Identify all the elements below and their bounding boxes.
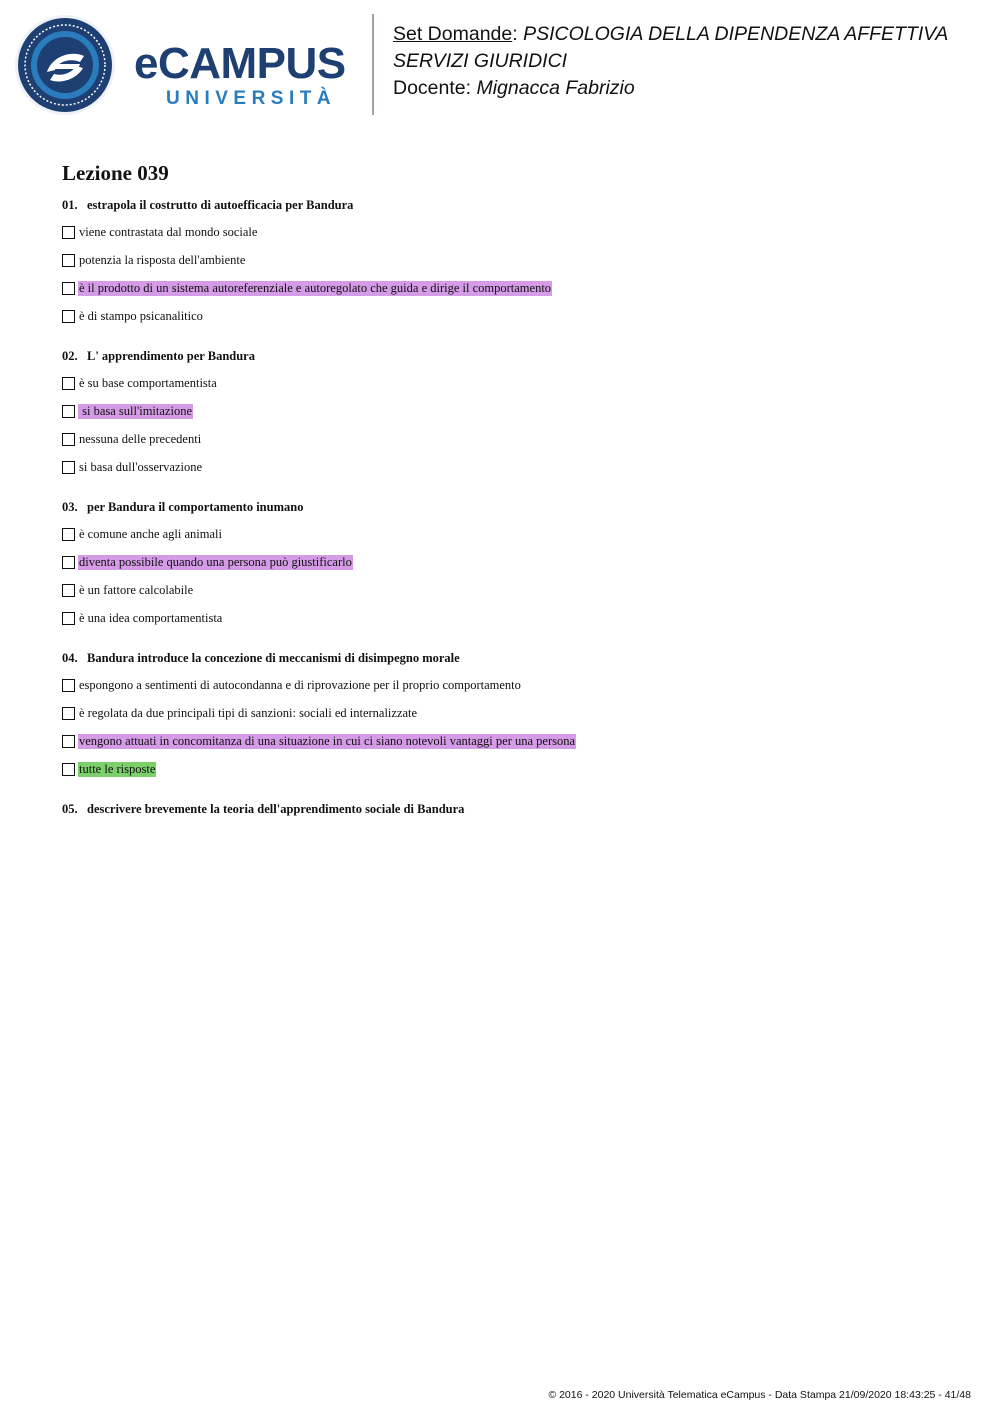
answer-checkbox[interactable] [62, 461, 75, 474]
set-line-2 [393, 48, 948, 75]
answer-checkbox[interactable] [62, 405, 75, 418]
question-number: 05. [62, 802, 78, 816]
answer-checkbox[interactable] [62, 377, 75, 390]
question-04 [62, 651, 460, 666]
answer-text: è regolata da due principali tipi di sanzioni: sociali ed internalizzate [79, 705, 418, 720]
question-text: per Bandura il comportamento inumano [87, 500, 304, 514]
brand-subtitle: UNIVERSITÀ [166, 88, 337, 109]
university-seal-icon [14, 14, 116, 116]
answer-checkbox[interactable] [62, 226, 75, 239]
answer-text: è su base comportamentista [79, 375, 217, 390]
answer-checkbox[interactable] [62, 612, 75, 625]
page-footer: © 2016 - 2020 Università Telematica eCampus - Data Stampa 21/09/2020 18:43:25 - 41/48 [548, 1389, 971, 1401]
answer-option[interactable] [62, 677, 522, 693]
docente-label: Docente: [393, 77, 472, 99]
question-text: Bandura introduce la concezione di meccanismi di disimpegno morale [87, 651, 460, 665]
question-number: 01. [62, 198, 78, 212]
set-title-line2: SERVIZI GIURIDICI [393, 50, 568, 72]
question-02 [62, 349, 255, 364]
answer-option[interactable] [62, 403, 193, 419]
question-05 [62, 802, 464, 817]
answer-text-correct: tutte le risposte [79, 761, 156, 776]
answer-option[interactable] [62, 554, 353, 570]
answer-option[interactable] [62, 733, 576, 749]
question-text: estrapola il costrutto di autoefficacia per Bandura [87, 198, 354, 212]
question-number: 04. [62, 651, 78, 665]
answer-checkbox[interactable] [62, 735, 75, 748]
answer-text: è comune anche agli animali [79, 526, 222, 541]
docente-line [393, 75, 948, 102]
answer-text-highlighted: vengono attuati in concomitanza di una situazione in cui ci siano notevoli vantaggi per una persona [79, 733, 576, 748]
answer-checkbox[interactable] [62, 679, 75, 692]
answer-checkbox[interactable] [62, 433, 75, 446]
answer-checkbox[interactable] [62, 282, 75, 295]
answer-checkbox[interactable] [62, 707, 75, 720]
set-title-line1: PSICOLOGIA DELLA DIPENDENZA AFFETTIVA [523, 23, 949, 45]
answer-option[interactable] [62, 459, 203, 475]
answer-checkbox[interactable] [62, 556, 75, 569]
header-divider [372, 14, 374, 115]
brand-wordmark [134, 39, 346, 110]
ecampus-logo [14, 14, 359, 118]
question-number: 02. [62, 349, 78, 363]
answer-text: espongono a sentimenti di autocondanna e di riprovazione per il proprio comportamento [79, 677, 521, 692]
answer-option[interactable] [62, 280, 552, 296]
answer-checkbox[interactable] [62, 254, 75, 267]
answer-text: si basa dull'osservazione [79, 459, 203, 474]
answer-text: è di stampo psicanalitico [79, 308, 203, 323]
answer-checkbox[interactable] [62, 528, 75, 541]
question-text: L' apprendimento per Bandura [87, 349, 255, 363]
answer-checkbox[interactable] [62, 584, 75, 597]
answer-option[interactable] [62, 582, 194, 598]
answer-text: potenzia la risposta dell'ambiente [79, 252, 246, 267]
answer-text-highlighted: è il prodotto di un sistema autoreferenziale e autoregolato che guida e dirige il comportamento [79, 280, 552, 295]
answer-option[interactable] [62, 308, 204, 324]
answer-option[interactable] [62, 252, 246, 268]
brand-name: eCAMPUS [134, 39, 346, 88]
answer-checkbox[interactable] [62, 310, 75, 323]
question-number: 03. [62, 500, 78, 514]
answer-option[interactable] [62, 375, 218, 391]
answer-option[interactable] [62, 431, 202, 447]
answer-text-highlighted: si basa sull'imitazione [79, 403, 192, 418]
answer-checkbox[interactable] [62, 763, 75, 776]
set-line: Set Domande: PSICOLOGIA DELLA DIPENDENZA AFFETTIVA [393, 23, 949, 45]
question-01 [62, 198, 353, 213]
answer-option[interactable] [62, 761, 156, 777]
question-text: descrivere brevemente la teoria dell'apprendimento sociale di Bandura [87, 802, 465, 816]
answer-text: è un fattore calcolabile [79, 582, 194, 597]
question-03 [62, 500, 303, 515]
answer-text: viene contrastata dal mondo sociale [79, 224, 258, 239]
lesson-title: Lezione 039 [62, 161, 169, 185]
answer-option[interactable] [62, 526, 223, 542]
answer-text: nessuna delle precedenti [79, 431, 202, 446]
answer-text-highlighted: diventa possibile quando una persona può giustificarlo [79, 554, 352, 569]
docente-name: Mignacca Fabrizio [476, 77, 635, 99]
document-header [393, 21, 948, 102]
answer-option[interactable] [62, 610, 223, 626]
answer-option[interactable] [62, 705, 418, 721]
answer-text: è una idea comportamentista [79, 610, 223, 625]
answer-option[interactable] [62, 224, 258, 240]
set-label: Set Domande [393, 23, 513, 45]
